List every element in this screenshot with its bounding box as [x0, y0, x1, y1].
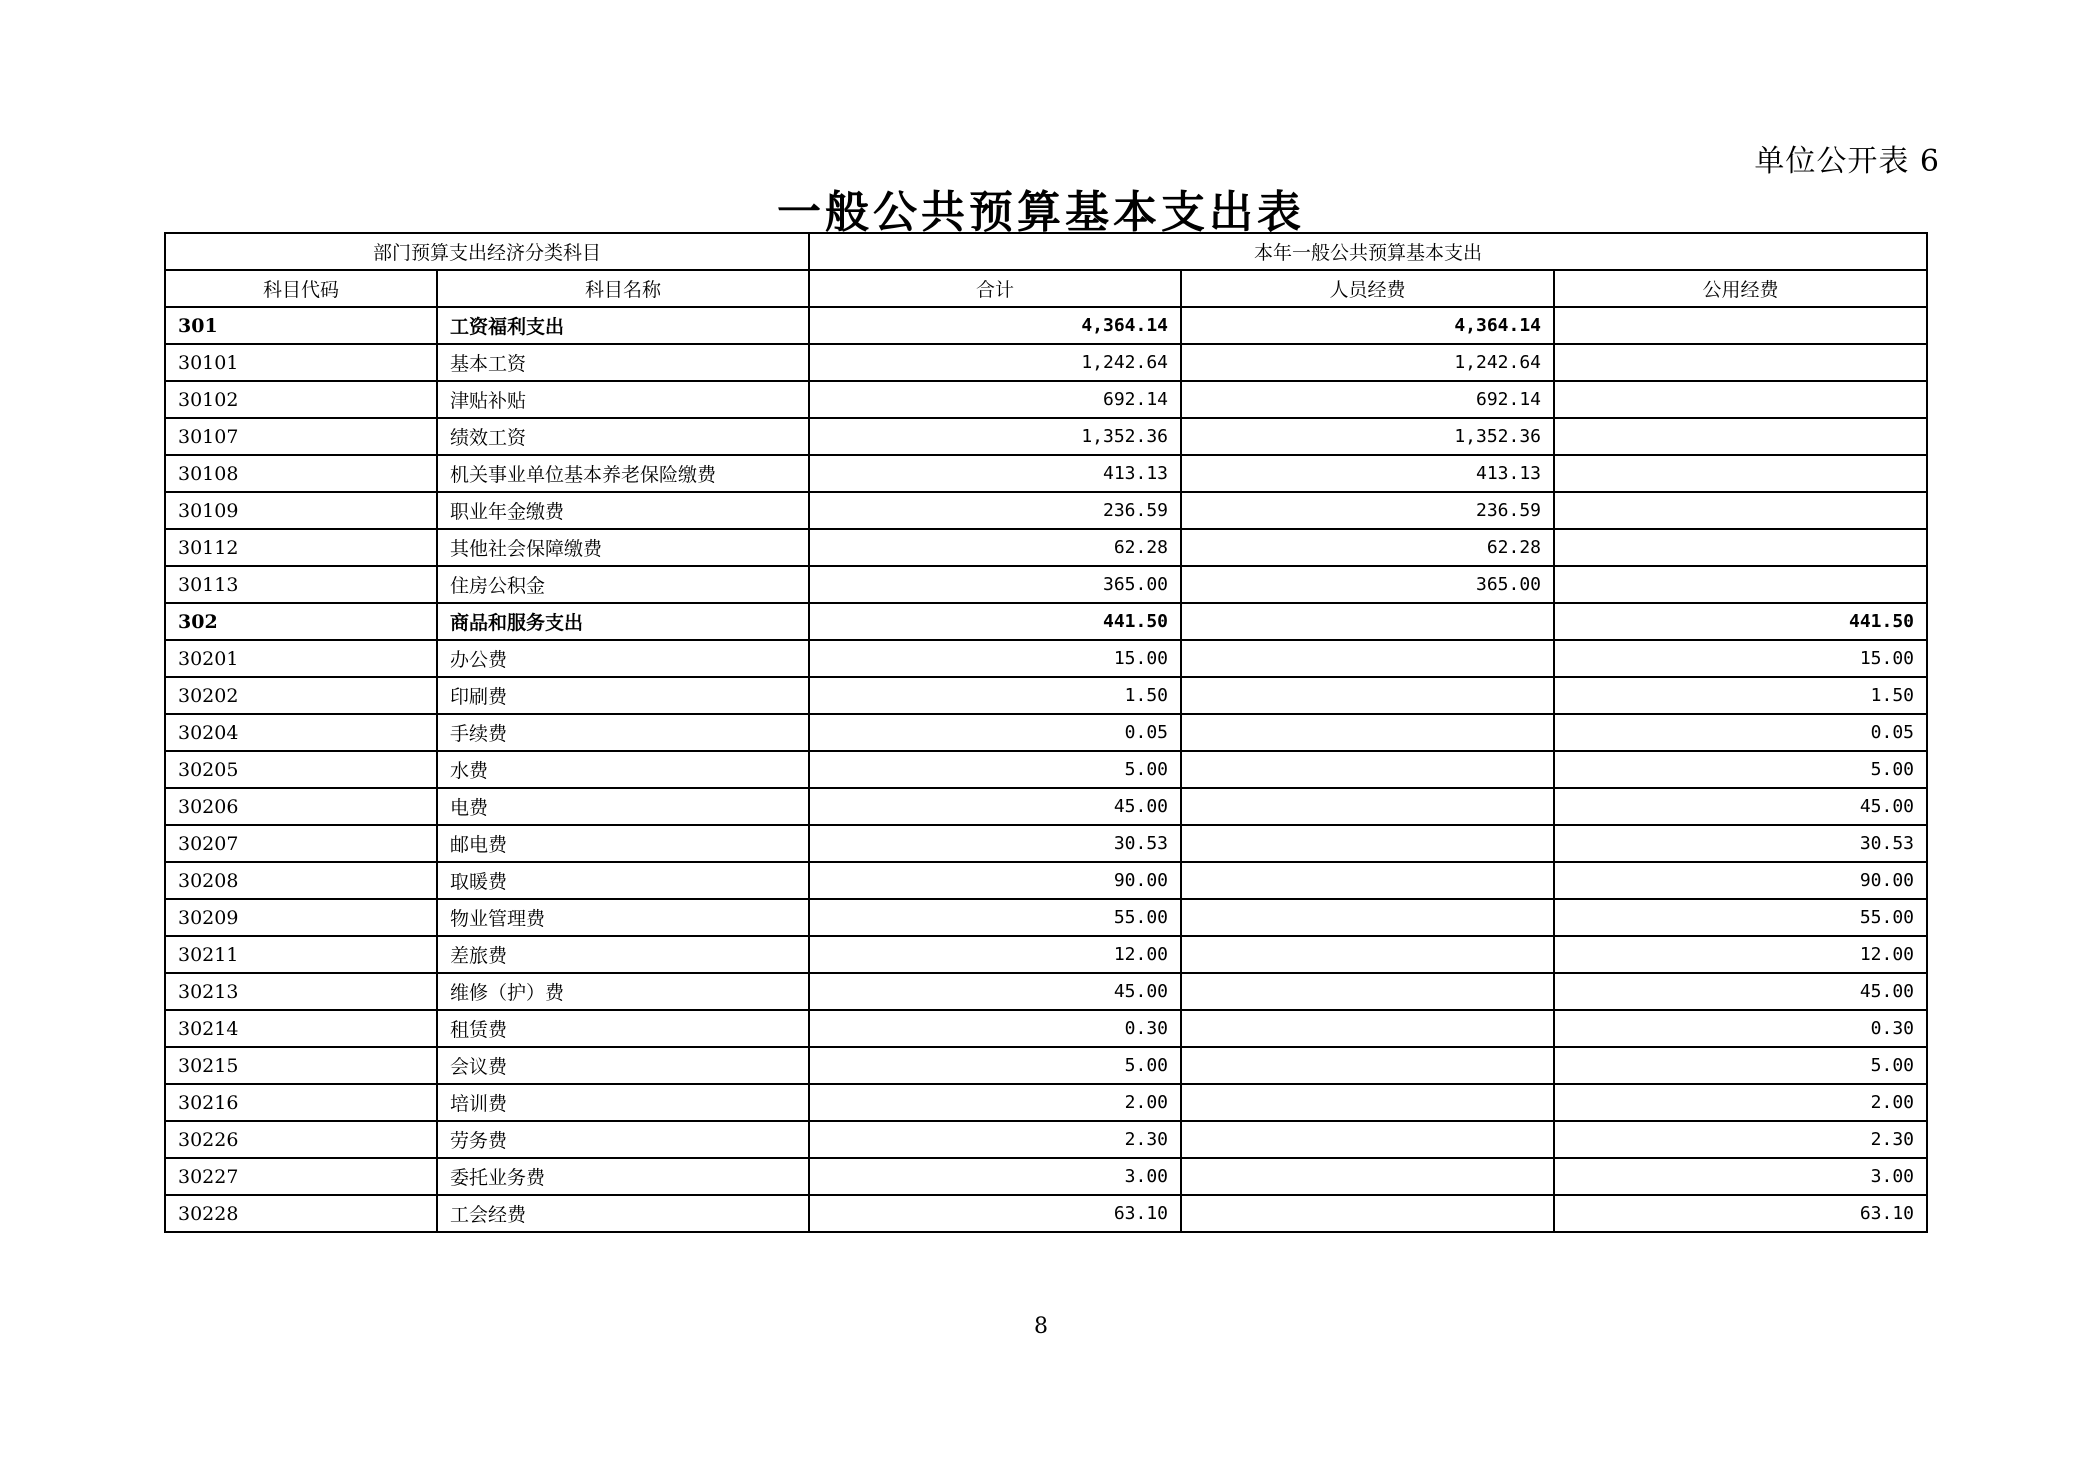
cell-total: 30.53 [809, 825, 1181, 862]
cell-name: 工会经费 [437, 1195, 809, 1232]
cell-personnel [1181, 899, 1554, 936]
cell-total: 365.00 [809, 566, 1181, 603]
cell-public: 5.00 [1554, 751, 1927, 788]
table-row [165, 381, 1927, 418]
cell-public [1554, 418, 1927, 455]
cell-code: 302 [165, 603, 437, 640]
cell-name: 其他社会保障缴费 [437, 529, 809, 566]
cell-public [1554, 566, 1927, 603]
cell-personnel [1181, 714, 1554, 751]
cell-personnel [1181, 1121, 1554, 1158]
table-row [165, 529, 1927, 566]
cell-total: 15.00 [809, 640, 1181, 677]
cell-public: 30.53 [1554, 825, 1927, 862]
cell-code: 30211 [165, 936, 437, 973]
cell-personnel [1181, 936, 1554, 973]
cell-personnel: 1,242.64 [1181, 344, 1554, 381]
cell-personnel [1181, 751, 1554, 788]
cell-public: 55.00 [1554, 899, 1927, 936]
cell-personnel: 236.59 [1181, 492, 1554, 529]
cell-name: 会议费 [437, 1047, 809, 1084]
table-row [165, 788, 1927, 825]
cell-name: 住房公积金 [437, 566, 809, 603]
cell-total: 236.59 [809, 492, 1181, 529]
header-group-right: 本年一般公共预算基本支出 [809, 233, 1927, 270]
cell-code: 30216 [165, 1084, 437, 1121]
budget-table [164, 232, 1928, 1233]
cell-public: 90.00 [1554, 862, 1927, 899]
cell-public [1554, 492, 1927, 529]
cell-code: 30214 [165, 1010, 437, 1047]
table-body [165, 307, 1927, 1232]
table-row [165, 936, 1927, 973]
table-row [165, 455, 1927, 492]
cell-personnel [1181, 788, 1554, 825]
table-row [165, 714, 1927, 751]
cell-public: 5.00 [1554, 1047, 1927, 1084]
cell-public [1554, 344, 1927, 381]
cell-personnel [1181, 640, 1554, 677]
cell-code: 30207 [165, 825, 437, 862]
cell-personnel [1181, 862, 1554, 899]
cell-public: 45.00 [1554, 788, 1927, 825]
cell-public [1554, 307, 1927, 344]
cell-code: 30209 [165, 899, 437, 936]
cell-public: 0.05 [1554, 714, 1927, 751]
cell-total: 1,242.64 [809, 344, 1181, 381]
cell-total: 413.13 [809, 455, 1181, 492]
table-row [165, 603, 1927, 640]
table-row [165, 1121, 1927, 1158]
cell-public: 45.00 [1554, 973, 1927, 1010]
col-header-personnel: 人员经费 [1181, 270, 1554, 307]
cell-personnel [1181, 1010, 1554, 1047]
cell-total: 692.14 [809, 381, 1181, 418]
cell-code: 30108 [165, 455, 437, 492]
cell-total: 5.00 [809, 1047, 1181, 1084]
header-group-left: 部门预算支出经济分类科目 [165, 233, 809, 270]
cell-code: 30205 [165, 751, 437, 788]
cell-public: 15.00 [1554, 640, 1927, 677]
table-row [165, 677, 1927, 714]
cell-code: 30201 [165, 640, 437, 677]
cell-name: 津贴补贴 [437, 381, 809, 418]
cell-name: 办公费 [437, 640, 809, 677]
cell-personnel: 692.14 [1181, 381, 1554, 418]
table-row [165, 640, 1927, 677]
cell-total: 1.50 [809, 677, 1181, 714]
cell-public: 2.30 [1554, 1121, 1927, 1158]
cell-code: 30102 [165, 381, 437, 418]
cell-code: 30213 [165, 973, 437, 1010]
cell-name: 印刷费 [437, 677, 809, 714]
cell-name: 电费 [437, 788, 809, 825]
cell-code: 30227 [165, 1158, 437, 1195]
cell-name: 机关事业单位基本养老保险缴费 [437, 455, 809, 492]
cell-public: 63.10 [1554, 1195, 1927, 1232]
cell-personnel [1181, 603, 1554, 640]
cell-total: 55.00 [809, 899, 1181, 936]
cell-total: 2.30 [809, 1121, 1181, 1158]
col-header-code: 科目代码 [165, 270, 437, 307]
cell-public: 12.00 [1554, 936, 1927, 973]
cell-name: 物业管理费 [437, 899, 809, 936]
cell-code: 30215 [165, 1047, 437, 1084]
cell-name: 培训费 [437, 1084, 809, 1121]
cell-total: 62.28 [809, 529, 1181, 566]
header-column-row [165, 270, 1927, 307]
cell-code: 30206 [165, 788, 437, 825]
table-row [165, 973, 1927, 1010]
cell-name: 取暖费 [437, 862, 809, 899]
cell-personnel [1181, 973, 1554, 1010]
cell-total: 90.00 [809, 862, 1181, 899]
cell-code: 30204 [165, 714, 437, 751]
cell-code: 30101 [165, 344, 437, 381]
table-row [165, 1010, 1927, 1047]
cell-total: 5.00 [809, 751, 1181, 788]
cell-public: 3.00 [1554, 1158, 1927, 1195]
table-row [165, 751, 1927, 788]
cell-name: 绩效工资 [437, 418, 809, 455]
cell-personnel [1181, 1047, 1554, 1084]
cell-name: 劳务费 [437, 1121, 809, 1158]
cell-public: 2.00 [1554, 1084, 1927, 1121]
cell-code: 30107 [165, 418, 437, 455]
cell-personnel [1181, 825, 1554, 862]
cell-total: 45.00 [809, 973, 1181, 1010]
cell-personnel [1181, 1084, 1554, 1121]
cell-total: 63.10 [809, 1195, 1181, 1232]
table-row [165, 1084, 1927, 1121]
cell-name: 商品和服务支出 [437, 603, 809, 640]
table-row [165, 899, 1927, 936]
cell-code: 30113 [165, 566, 437, 603]
cell-personnel: 1,352.36 [1181, 418, 1554, 455]
cell-name: 差旅费 [437, 936, 809, 973]
cell-personnel [1181, 1195, 1554, 1232]
col-header-total: 合计 [809, 270, 1181, 307]
cell-total: 0.30 [809, 1010, 1181, 1047]
form-label: 单位公开表 6 [1754, 144, 1940, 179]
col-header-public: 公用经费 [1554, 270, 1927, 307]
table-row [165, 862, 1927, 899]
cell-total: 2.00 [809, 1084, 1181, 1121]
cell-personnel: 365.00 [1181, 566, 1554, 603]
cell-total: 0.05 [809, 714, 1181, 751]
cell-total: 12.00 [809, 936, 1181, 973]
cell-code: 30202 [165, 677, 437, 714]
table-row [165, 825, 1927, 862]
cell-name: 手续费 [437, 714, 809, 751]
cell-name: 委托业务费 [437, 1158, 809, 1195]
cell-public [1554, 529, 1927, 566]
cell-code: 30228 [165, 1195, 437, 1232]
table-row [165, 307, 1927, 344]
table-row [165, 1158, 1927, 1195]
cell-public [1554, 455, 1927, 492]
cell-public: 1.50 [1554, 677, 1927, 714]
cell-name: 基本工资 [437, 344, 809, 381]
table-row [165, 1195, 1927, 1232]
cell-name: 职业年金缴费 [437, 492, 809, 529]
cell-name: 水费 [437, 751, 809, 788]
cell-name: 维修（护）费 [437, 973, 809, 1010]
cell-personnel [1181, 677, 1554, 714]
cell-code: 30208 [165, 862, 437, 899]
cell-code: 301 [165, 307, 437, 344]
page-title: 一般公共预算基本支出表 [777, 187, 1305, 238]
cell-public: 0.30 [1554, 1010, 1927, 1047]
cell-name: 工资福利支出 [437, 307, 809, 344]
page-number: 8 [1034, 1314, 1048, 1339]
cell-total: 3.00 [809, 1158, 1181, 1195]
cell-code: 30112 [165, 529, 437, 566]
cell-total: 1,352.36 [809, 418, 1181, 455]
cell-name: 邮电费 [437, 825, 809, 862]
table-row [165, 344, 1927, 381]
cell-personnel [1181, 1158, 1554, 1195]
table-row [165, 492, 1927, 529]
cell-personnel: 4,364.14 [1181, 307, 1554, 344]
cell-total: 441.50 [809, 603, 1181, 640]
cell-total: 4,364.14 [809, 307, 1181, 344]
cell-name: 租赁费 [437, 1010, 809, 1047]
table-row [165, 566, 1927, 603]
cell-personnel: 62.28 [1181, 529, 1554, 566]
cell-personnel: 413.13 [1181, 455, 1554, 492]
cell-public: 441.50 [1554, 603, 1927, 640]
cell-code: 30109 [165, 492, 437, 529]
cell-total: 45.00 [809, 788, 1181, 825]
cell-public [1554, 381, 1927, 418]
table-row [165, 1047, 1927, 1084]
col-header-name: 科目名称 [437, 270, 809, 307]
header-group-row [165, 233, 1927, 270]
cell-code: 30226 [165, 1121, 437, 1158]
table-row [165, 418, 1927, 455]
